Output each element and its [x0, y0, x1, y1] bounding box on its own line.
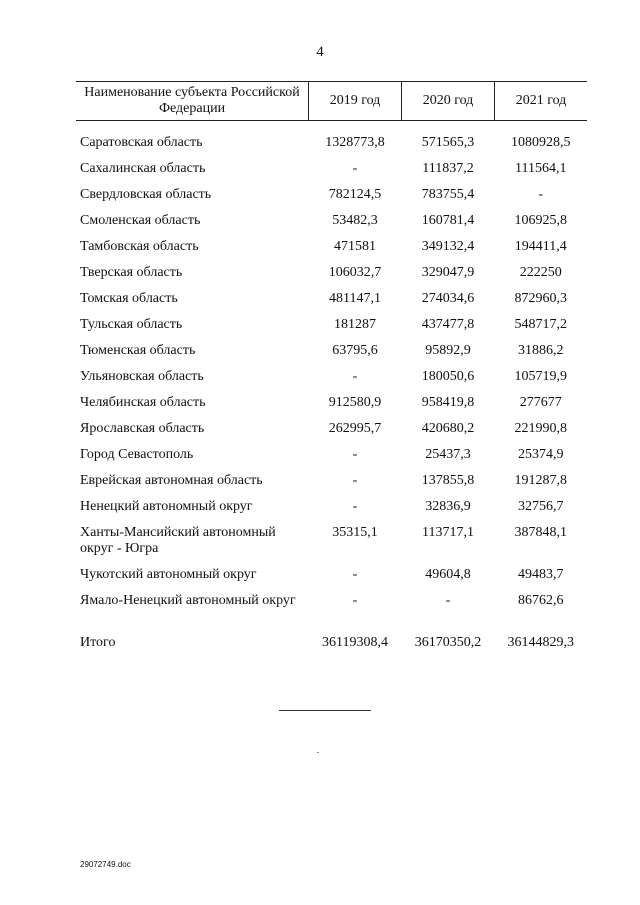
- table-row: [76, 239, 587, 265]
- row-value-2021: 49483,7: [518, 567, 564, 582]
- row-value-2019: -: [352, 447, 358, 462]
- table-row: [76, 635, 587, 661]
- row-value-2019: 912580,9: [328, 395, 382, 410]
- header-2020: 2020 год: [402, 82, 495, 121]
- row-subject-name: Тюменская область: [80, 343, 196, 358]
- row-value-2019: 782124,5: [328, 187, 382, 202]
- row-value-2020: 783755,4: [421, 187, 475, 202]
- page-number: 4: [316, 44, 324, 60]
- row-value-2019: 63795,6: [332, 343, 378, 358]
- row-subject-name: Ненецкий автономный округ: [80, 499, 253, 514]
- row-subject-name: Сахалинская область: [80, 161, 206, 176]
- row-value-2020: 49604,8: [425, 567, 471, 582]
- row-value-2019: 106032,7: [328, 265, 382, 280]
- row-subject-name: Тверская область: [80, 265, 183, 280]
- header-subject-name: Наименование субъекта Российской Федерации: [76, 82, 309, 121]
- row-value-2020: 137855,8: [421, 473, 475, 488]
- row-subject-name: Итого: [80, 635, 116, 650]
- table-row: [76, 447, 587, 473]
- row-subject-name: Чукотский автономный округ: [80, 567, 257, 582]
- row-value-2021: 32756,7: [518, 499, 564, 514]
- table-row: [76, 567, 587, 593]
- row-value-2021: -: [538, 187, 544, 202]
- table-row: [76, 291, 587, 317]
- file-name: 29072749.doc: [80, 860, 131, 869]
- row-value-2019: -: [352, 369, 358, 384]
- row-value-2021: 111564,1: [515, 161, 567, 176]
- table-row: [76, 593, 587, 635]
- row-value-2020: 95892,9: [425, 343, 471, 358]
- row-value-2019: 1328773,8: [325, 135, 385, 150]
- row-value-2021: 872960,3: [514, 291, 567, 306]
- row-subject-name: Тульская область: [80, 317, 183, 332]
- row-value-2019: 53482,3: [332, 213, 378, 228]
- row-value-2019: -: [352, 499, 358, 514]
- row-value-2020: 274034,6: [421, 291, 475, 306]
- row-subject-name: Томская область: [80, 291, 178, 306]
- row-value-2020: 958419,8: [421, 395, 475, 410]
- table-row: [76, 317, 587, 343]
- table-body: [76, 121, 587, 662]
- row-value-2019: 262995,7: [328, 421, 382, 436]
- row-value-2019: -: [352, 593, 358, 608]
- row-value-2020: 349132,4: [421, 239, 475, 254]
- row-subject-name: Ямало-Ненецкий автономный округ: [80, 593, 296, 608]
- row-subject-name: Ханты-Мансийский автономный округ - Югра: [80, 525, 276, 556]
- row-value-2021: 548717,2: [514, 317, 567, 332]
- row-value-2020: 571565,3: [421, 135, 475, 150]
- row-value-2021: 221990,8: [514, 421, 567, 436]
- row-subject-name: Свердловская область: [80, 187, 212, 202]
- table-row: [76, 187, 587, 213]
- row-value-2019: -: [352, 567, 358, 582]
- table-row: [76, 213, 587, 239]
- table-row: [76, 135, 587, 161]
- table-row: [76, 525, 587, 567]
- table-row: [76, 421, 587, 447]
- row-subject-name: Тамбовская область: [80, 239, 199, 254]
- scan-speck: [317, 752, 319, 753]
- row-value-2021: 191287,8: [514, 473, 567, 488]
- row-value-2020: 420680,2: [421, 421, 475, 436]
- row-value-2021: 222250: [519, 265, 562, 280]
- table-row: [76, 395, 587, 421]
- header-2021: 2021 год: [495, 82, 588, 121]
- row-value-2021: 25374,9: [518, 447, 564, 462]
- row-value-2021: 31886,2: [518, 343, 564, 358]
- row-value-2021: 36144829,3: [507, 635, 574, 650]
- row-value-2019: 481147,1: [329, 291, 381, 306]
- row-value-2021: 86762,6: [518, 593, 564, 608]
- row-subject-name: Саратовская область: [80, 135, 203, 150]
- table-row: [76, 473, 587, 499]
- row-value-2020: 36170350,2: [414, 635, 482, 650]
- row-value-2019: -: [352, 161, 358, 176]
- row-value-2020: 113717,1: [422, 525, 474, 540]
- row-value-2019: 35315,1: [332, 525, 378, 540]
- row-value-2021: 1080928,5: [511, 135, 571, 150]
- row-subject-name: Смоленская область: [80, 213, 201, 228]
- table-header-row: [76, 82, 587, 121]
- header-2019: 2019 год: [309, 82, 402, 121]
- row-value-2020: 180050,6: [421, 369, 475, 384]
- table-row: [76, 343, 587, 369]
- row-value-2020: 25437,3: [425, 447, 471, 462]
- row-value-2020: -: [445, 593, 451, 608]
- row-subject-name: Челябинская область: [80, 395, 206, 410]
- table-spacer: [76, 121, 587, 136]
- row-value-2019: 181287: [334, 317, 376, 332]
- row-value-2020: 437477,8: [421, 317, 475, 332]
- row-subject-name: Ярославская область: [80, 421, 205, 436]
- row-value-2019: -: [352, 473, 358, 488]
- row-value-2020: 160781,4: [421, 213, 475, 228]
- row-value-2020: 329047,9: [421, 265, 475, 280]
- row-value-2021: 194411,4: [514, 239, 567, 254]
- row-value-2020: 32836,9: [425, 499, 471, 514]
- table-row: [76, 161, 587, 187]
- table-row: [76, 265, 587, 291]
- row-value-2021: 277677: [519, 395, 562, 410]
- footer-divider: [279, 710, 371, 711]
- row-value-2019: 36119308,4: [322, 635, 388, 650]
- row-subject-name: Еврейская автономная область: [80, 473, 263, 488]
- row-subject-name: Город Севастополь: [80, 447, 194, 462]
- row-subject-name: Ульяновская область: [80, 369, 204, 384]
- table-row: [76, 499, 587, 525]
- row-value-2021: 387848,1: [514, 525, 567, 540]
- row-value-2019: 471581: [334, 239, 376, 254]
- budget-table: [76, 81, 587, 661]
- row-value-2020: 111837,2: [422, 161, 474, 176]
- row-value-2021: 106925,8: [514, 213, 567, 228]
- table-row: [76, 369, 587, 395]
- row-value-2021: 105719,9: [514, 369, 567, 384]
